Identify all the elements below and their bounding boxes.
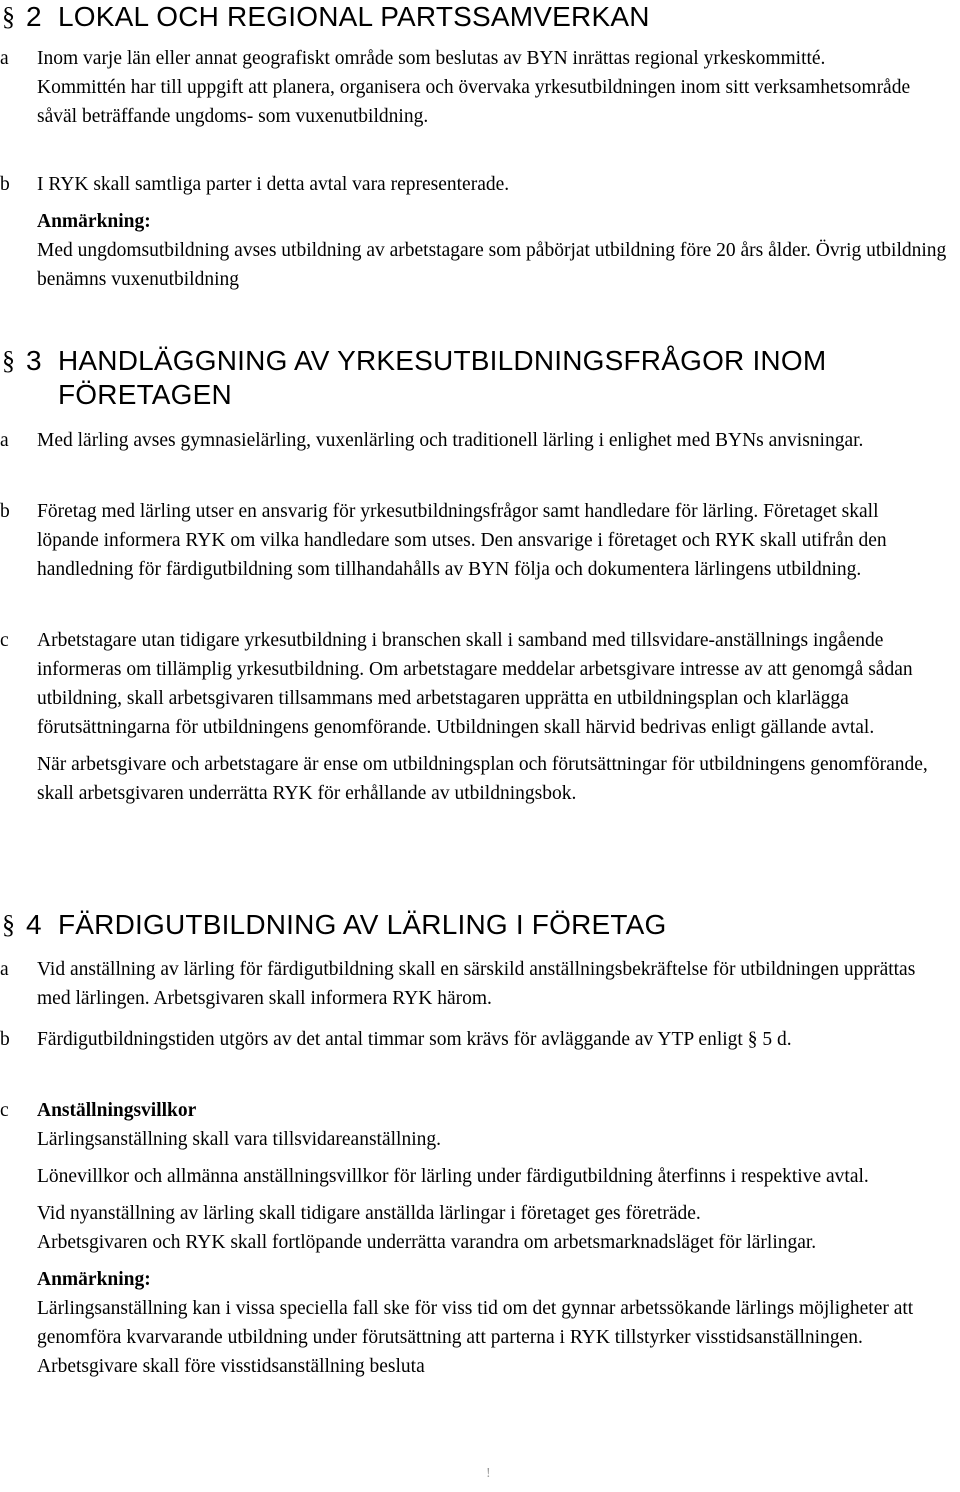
- note-label: Anmärkning:: [37, 1269, 151, 1290]
- note-text: Lärlingsanställning kan i vissa speciella fall ske för viss tid om det gynnar arbetssökande lärlings möjligheter att genomföra kvarvarande utbildning under förutsättning att parterna i RYK tillstyrker visstidsanställningen. Arbetsgivare skall före visstidsanställning besluta: [37, 1298, 914, 1377]
- section-4-heading: [0, 908, 960, 942]
- item-letter: b: [0, 501, 10, 522]
- section-3-heading: [0, 344, 960, 412]
- item-paragraph: Vid nyanställning av lärling skall tidigare anställda lärlingar i företaget ges företräde.: [37, 1203, 701, 1224]
- item-paragraph: Lönevillkor och allmänna anställningsvillkor för lärling under färdigutbildning återfinns i respektive avtal.: [37, 1166, 869, 1187]
- section-3-item-c: [0, 626, 960, 866]
- item-letter: c: [0, 1100, 9, 1121]
- item-letter: a: [0, 959, 9, 980]
- section-2-heading: [0, 0, 960, 34]
- section-number: 4: [26, 909, 42, 940]
- item-text-2: När arbetsgivare och arbetstagare är ense om utbildningsplan och förutsättningar för utbildningens genomförande, skall arbetsgivaren underrätta RYK för erhållande av utbildningsbok.: [37, 754, 928, 804]
- item-text: Företag med lärling utser en ansvarig för yrkesutbildningsfrågor samt handledare för lärling. Företaget skall löpande informera RYK om vilka handledare som utses. Den ansvarige i företaget och RYK skall utifrån den handledning för färdigutbildning som tillhandahålls av BYN följa och dokumentera lärlingens utbildning.: [37, 501, 887, 580]
- item-text: Vid anställning av lärling för färdigutbildning skall en särskild anställningsbekräftelse för utbildningen upprättas med lärlingen. Arbetsgivaren skall informera RYK härom.: [37, 959, 916, 1009]
- item-paragraph: Arbetsgivaren och RYK skall fortlöpande underrätta varandra om arbetsmarknadsläget för lärlingar.: [37, 1232, 817, 1253]
- section-2-item-a: [0, 44, 960, 160]
- section-number: 2: [26, 1, 42, 32]
- section-mark: §: [2, 2, 16, 31]
- section-3-item-b: [0, 497, 960, 613]
- section-mark: §: [2, 346, 16, 375]
- section-title: FÄRDIGUTBILDNING AV LÄRLING I FÖRETAG: [58, 909, 667, 940]
- section-4-item-b: [0, 1025, 960, 1083]
- section-title: LOKAL OCH REGIONAL PARTSSAMVERKAN: [58, 1, 650, 32]
- section-3-item-a: [0, 426, 960, 484]
- item-text: I RYK skall samtliga parter i detta avtal vara representerade.: [37, 174, 510, 195]
- section-mark: §: [2, 910, 16, 939]
- note-text: Med ungdomsutbildning avses utbildning av arbetstagare som påbörjat utbildning före 20 års ålder. Övrig utbildning benämns vuxenutbildning: [37, 240, 947, 290]
- page-footer-mark: !: [486, 1466, 491, 1481]
- item-text: Med lärling avses gymnasielärling, vuxenlärling och traditionell lärling i enlighet med BYNs anvisningar.: [37, 430, 864, 451]
- item-letter: a: [0, 430, 9, 451]
- note-label: Anmärkning:: [37, 211, 151, 232]
- item-text: Färdigutbildningstiden utgörs av det antal timmar som krävs för avläggande av YTP enligt § 5 d.: [37, 1029, 792, 1050]
- item-paragraph: Lärlingsanställning skall vara tillsvidareanställning.: [37, 1129, 441, 1150]
- section-4-item-a: [0, 955, 960, 1013]
- section-4-item-c: [0, 1096, 960, 1446]
- item-text: Arbetstagare utan tidigare yrkesutbildning i branschen skall i samband med tillsvidare-anställnings ingående informeras om tillämplig yrkesutbildning. Om arbetstagare meddelar arbetsgivare intresse av att genomgå sådan utbildning, skall arbetsgivaren tillsammans med arbetstagaren upprätta en utbildningsplan och klarlägga förutsättningarna för utbildningens genomförande. Utbildningen skall härvid bedrivas enligt gällande avtal.: [37, 630, 913, 738]
- item-text: Inom varje län eller annat geografiskt område som beslutas av BYN inrättas regional yrkeskommitté. Kommittén har till uppgift att planera, organisera och övervaka yrkesutbildningen inom sitt verksamhetsområde såväl beträffande ungdoms- som vuxenutbildning.: [37, 48, 911, 127]
- item-letter: b: [0, 1029, 10, 1050]
- item-letter: b: [0, 174, 10, 195]
- item-letter: a: [0, 48, 9, 69]
- section-2-item-b: [0, 170, 960, 300]
- item-letter: c: [0, 630, 9, 651]
- section-number: 3: [26, 345, 42, 376]
- section-title: HANDLÄGGNING AV YRKESUTBILDNINGSFRÅGOR INOM FÖRETAGEN: [58, 345, 827, 410]
- item-heading: Anställningsvillkor: [37, 1100, 197, 1121]
